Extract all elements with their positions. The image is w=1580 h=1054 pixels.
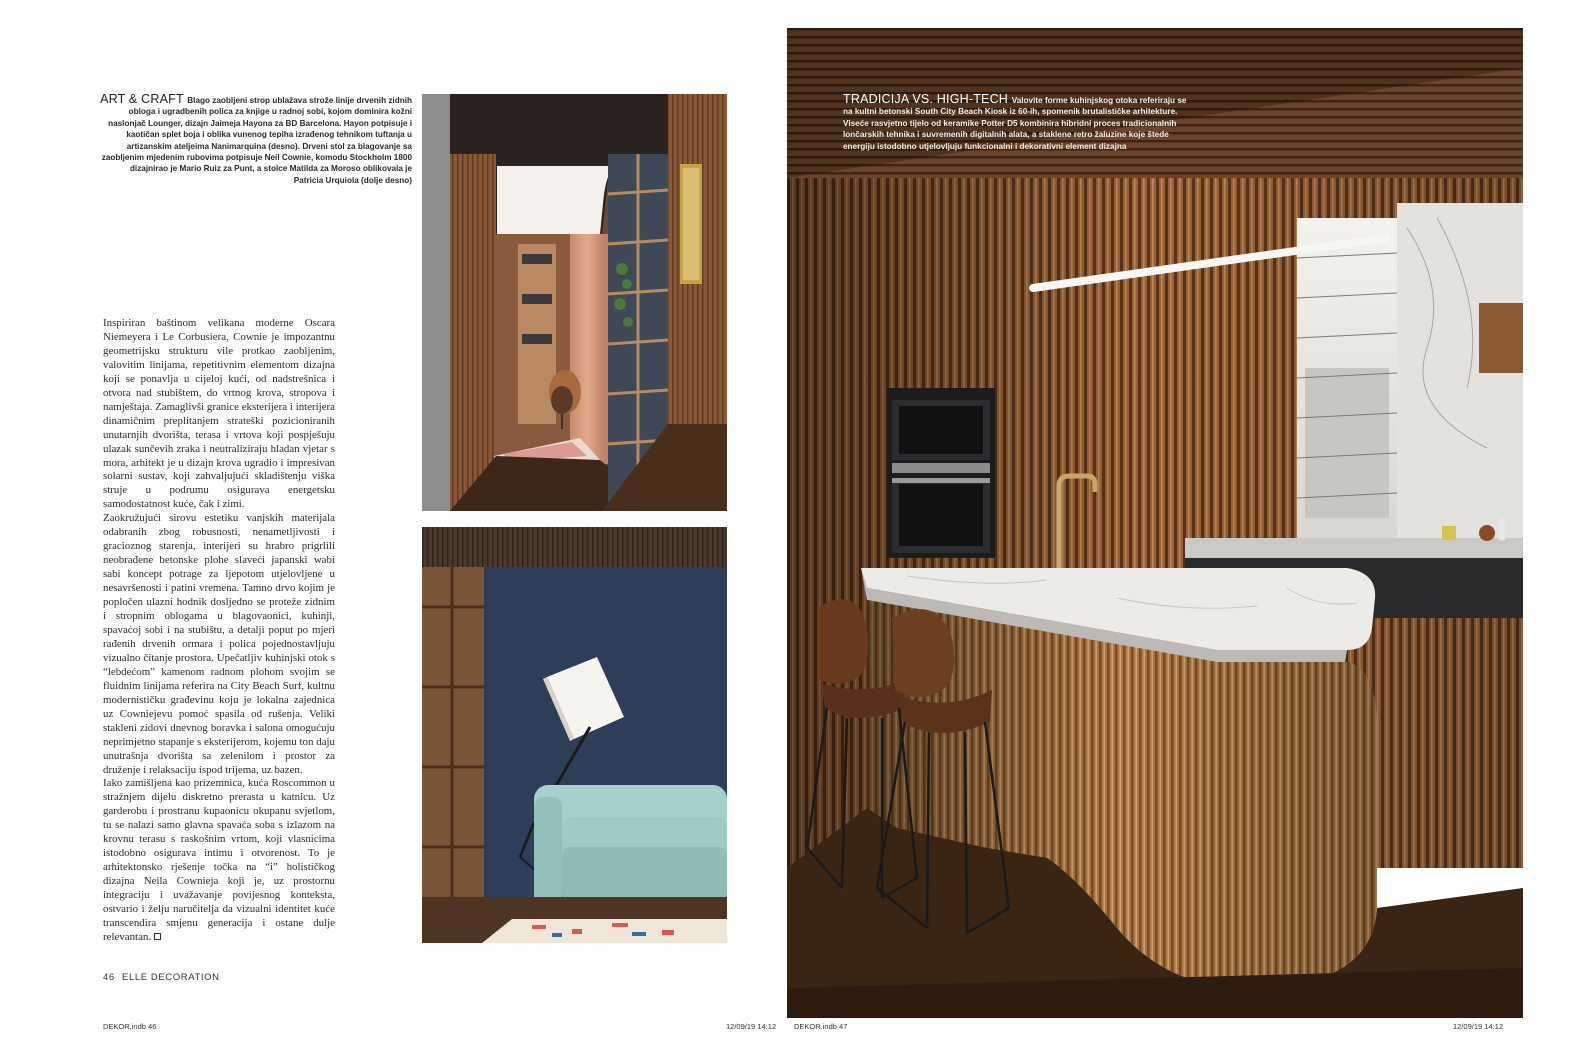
living-room-photo: [422, 527, 727, 943]
slug-file-left: DEKOR.indb 46: [103, 1022, 157, 1031]
left-caption-title: ART & CRAFT: [100, 92, 188, 106]
right-caption-title: TRADICIJA VS. HIGH-TECH: [843, 92, 1012, 106]
right-photo-caption: [843, 94, 1193, 152]
right-caption-text: Valovite forme kuhinjskog otoka referiraju se na kultni betonski South City Beach Kiosk iz 60-ih, spomenik brutalističke arhitekture. Viseće rasvjetno tijelo od keramike Potter D5 kombinira hibridni proces tradicionalnih lončarskih tehnika i suvremenih digitalnih alata, a staklene retro žaluzine koje štede energiju istodobno utjelovljuju funkcionalni i dekorativni element dizajna: [843, 96, 1187, 151]
body-paragraph: Zaokružujući sirovu estetiku vanjskih materijala odabranih zbog robusnosti, nenametljivosti i gracioznog starenja, interijeri su hrabro prigrlili neobrađene betonske plohe slaveći japanski wabi sabi koncept potrage za ljepotom utjelovljene u nesavršenosti i patini vremena. Tamno drvo kojim je popločen ulazni hodnik dosljedno se proteže zidnim i stropnim oblogama u blagovaonici, kuhinji, spavaćoj sobi i na stubištu, a detalji poput po mjeri rađenih drvenih ormara i polica pojednostavljuju vizualno čitanje prostora. Upečatljiv kuhinjski otok s “lebdećom” kamenom radnom plohom svojim se fluidnim linijama referira na City Beach Surf, kultnu modernističku građevinu koju je lokalna zajednica uz Cowniejevu pomoć spasila od rušenja. Veliki stakleni zidovi dnevnog boravka i salona omogućuju neprimjetno stapanje s eksterijerom, kojemu ton daju unutrašnja dvorišta sa zelenilom i prostor za druženje i relaksaciju ispod trijema, uz bazen.: [103, 512, 335, 776]
slug-date-right: 12/09/19 14:12: [1453, 1022, 1504, 1031]
kitchen-island-photo: [787, 28, 1523, 1018]
left-photo-caption: [100, 94, 412, 186]
body-paragraph: [103, 777, 335, 944]
body-paragraph: Inspiriran baštinom velikana moderne Oscara Niemeyera i Le Corbusiera, Cownie je impozantnu geometrijsku strukturu vile protkao zaobljenim, valovitim linijama, repetitivnim elementom dizajna koji se ponavlja u cijeloj kući, od nadstrešnica i otvora nad stubištem, do vrtnog krova, stropova i namještaja. Zamaglivši granice eksterijera i interijera dinamičnim preplitanjem strateški pozicioniranih unutarnjih dvorišta, terasa i vrtova koji pospješuju ulazak sunčevih zraka i neutraliziraju hladan vjetar s mora, arhitekt je u dizajn krova ugradio i impresivan solarni sustav, koji zahvaljujući skladištenju viška struje u podrumu osigurava energetsku samodostatnost kuće, čak i zimi.: [103, 317, 335, 511]
page-folio: [103, 972, 220, 983]
hallway-library-photo: [422, 94, 727, 511]
left-caption-text: Blago zaobljeni strop ublažava strože linije drvenih zidnih obloga i ugradbenih polica za knjige u radnoj sobi, kojom dominira kožni naslonjač Lounger, dizajn Jaimeja Hayona za BD Barcelona. Hayon potpisuje i kaotičan splet boja i oblika vunenog tepiha izrađenog tehnikom tuftanja u artizanskim ateljeima Nanimarquina (desno). Drveni stol za blagovanje sa zaobljenim mjedenim rubovima potpisuje Neil Cownie, komodu Stockholm 1800 dizajnirao je Mario Ruiz za Punt, a stolce Matilda za Moroso oblikovala je Patricia Urquiola (dolje desno): [101, 96, 412, 185]
article-body: [103, 317, 335, 945]
body-paragraph-text: Iako zamišljena kao prizemnica, kuća Roscommon u stražnjem dijelu diskretno prerasta u katnicu. Uz garderobu i prostranu kupaonicu okupanu svjetlom, tu se nalazi samo glavna spavaća soba s izlazom na krovnu terasu s raskošnim vrtom, koji vlasnicima istodobno osigurava intimu i otvorenost. To je arhitektonsko rješenje točka na “i” holističkog dizajna Neila Cownieja koji je, uz prostornu integraciju i uvažavanje povijesnog konteksta, ostvario i želju naručitelja da vizualni identitet kuće transcendira smjenu generacija i ostane dulje relevantan.: [103, 777, 335, 943]
slug-file-right: DEKOR.indb 47: [794, 1022, 848, 1031]
magazine-name: ELLE DECORATION: [122, 972, 220, 983]
end-of-article-mark: [154, 933, 161, 940]
page-number: 46: [103, 972, 115, 983]
slug-date-left: 12/09/19 14:12: [726, 1022, 777, 1031]
